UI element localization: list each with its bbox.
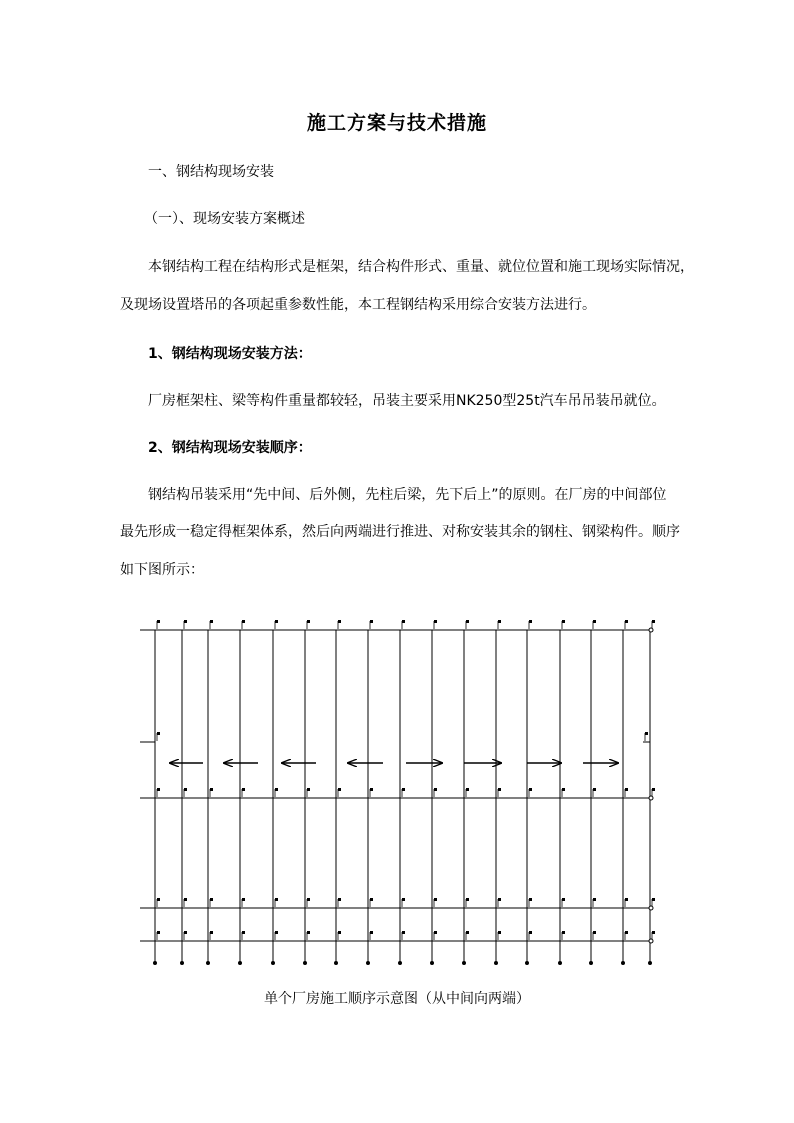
small-flag-icon bbox=[529, 931, 532, 934]
circle-node-icon bbox=[271, 961, 275, 965]
small-flag-icon bbox=[466, 898, 469, 901]
small-flag-icon bbox=[184, 931, 187, 934]
small-flag-icon bbox=[652, 620, 655, 623]
paragraph-line: 钢结构吊装采用“先中间、后外侧，先柱后梁，先下后上”的原则。在厂房的中间部位 bbox=[148, 487, 667, 503]
paragraph-line: 本钢结构工程在结构形式是框架，结合构件形式、重量、就位位置和施工现场实际情况， bbox=[148, 259, 694, 275]
small-flag-icon bbox=[625, 620, 628, 623]
paragraph-line: 厂房框架柱、梁等构件重量都较轻，吊装主要采用NK250型25t汽车吊吊装吊就位。 bbox=[148, 393, 666, 409]
subsection-heading: （一）、现场安装方案概述 bbox=[144, 211, 305, 227]
circle-node-icon bbox=[334, 961, 338, 965]
small-flag-icon bbox=[593, 620, 596, 623]
small-flag-icon bbox=[210, 620, 213, 623]
circle-node-icon bbox=[494, 961, 498, 965]
small-flag-icon bbox=[434, 788, 437, 791]
small-flag-icon bbox=[562, 620, 565, 623]
small-flag-icon bbox=[562, 788, 565, 791]
small-flag-icon bbox=[652, 931, 655, 934]
small-flag-icon bbox=[307, 620, 310, 623]
small-flag-icon bbox=[338, 898, 341, 901]
small-flag-icon bbox=[402, 898, 405, 901]
small-flag-icon bbox=[593, 931, 596, 934]
small-flag-icon bbox=[242, 620, 245, 623]
small-flag-icon bbox=[242, 898, 245, 901]
small-flag-icon bbox=[157, 620, 160, 623]
circle-node-icon bbox=[648, 961, 652, 965]
diagram-caption: 单个厂房施工顺序示意图（从中间向两端） bbox=[264, 991, 530, 1007]
circle-node-icon bbox=[180, 961, 184, 965]
small-flag-icon bbox=[498, 788, 501, 791]
small-flag-icon bbox=[625, 788, 628, 791]
small-flag-icon bbox=[275, 898, 278, 901]
small-flag-icon bbox=[562, 898, 565, 901]
small-flag-icon bbox=[157, 898, 160, 901]
circle-node-icon bbox=[621, 961, 625, 965]
circle-node-icon bbox=[462, 961, 466, 965]
small-flag-icon bbox=[529, 898, 532, 901]
small-flag-icon bbox=[157, 732, 160, 735]
small-flag-icon bbox=[529, 788, 532, 791]
small-flag-icon bbox=[242, 931, 245, 934]
small-flag-icon bbox=[466, 931, 469, 934]
small-flag-icon bbox=[402, 788, 405, 791]
small-flag-icon bbox=[402, 931, 405, 934]
construction-sequence-diagram bbox=[130, 608, 670, 973]
small-flag-icon bbox=[275, 620, 278, 623]
small-flag-icon bbox=[466, 620, 469, 623]
small-flag-icon bbox=[184, 620, 187, 623]
small-flag-icon bbox=[157, 931, 160, 934]
circle-node-icon bbox=[206, 961, 210, 965]
small-flag-icon bbox=[402, 620, 405, 623]
circle-node-icon bbox=[589, 961, 593, 965]
small-flag-icon bbox=[652, 788, 655, 791]
small-flag-icon bbox=[307, 898, 310, 901]
small-flag-icon bbox=[275, 788, 278, 791]
small-flag-icon bbox=[338, 931, 341, 934]
circle-node-icon bbox=[366, 961, 370, 965]
page-title: 施工方案与技术措施 bbox=[306, 112, 487, 134]
small-flag-icon bbox=[210, 898, 213, 901]
small-flag-icon bbox=[645, 732, 648, 735]
circle-node-icon bbox=[238, 961, 242, 965]
small-flag-icon bbox=[370, 931, 373, 934]
circle-node-icon bbox=[649, 796, 653, 800]
small-flag-icon bbox=[466, 788, 469, 791]
small-flag-icon bbox=[529, 620, 532, 623]
small-flag-icon bbox=[307, 788, 310, 791]
paragraph-line: 及现场设置塔吊的各项起重参数性能，本工程钢结构采用综合安装方法进行。 bbox=[120, 297, 596, 313]
small-flag-icon bbox=[242, 788, 245, 791]
small-flag-icon bbox=[184, 788, 187, 791]
small-flag-icon bbox=[434, 931, 437, 934]
small-flag-icon bbox=[184, 898, 187, 901]
circle-node-icon bbox=[525, 961, 529, 965]
item-heading: 1、钢结构现场安装方法： bbox=[148, 346, 312, 362]
small-flag-icon bbox=[157, 788, 160, 791]
small-flag-icon bbox=[625, 931, 628, 934]
circle-node-icon bbox=[649, 939, 653, 943]
small-flag-icon bbox=[370, 898, 373, 901]
small-flag-icon bbox=[498, 620, 501, 623]
small-flag-icon bbox=[275, 931, 278, 934]
small-flag-icon bbox=[434, 898, 437, 901]
small-flag-icon bbox=[338, 620, 341, 623]
circle-node-icon bbox=[649, 628, 653, 632]
small-flag-icon bbox=[593, 788, 596, 791]
small-flag-icon bbox=[652, 898, 655, 901]
circle-node-icon bbox=[649, 906, 653, 910]
circle-node-icon bbox=[558, 961, 562, 965]
paragraph-line: 如下图所示： bbox=[120, 562, 204, 578]
small-flag-icon bbox=[434, 620, 437, 623]
circle-node-icon bbox=[430, 961, 434, 965]
small-flag-icon bbox=[210, 931, 213, 934]
small-flag-icon bbox=[625, 898, 628, 901]
small-flag-icon bbox=[338, 788, 341, 791]
item-heading: 2、钢结构现场安装顺序： bbox=[148, 440, 312, 456]
small-flag-icon bbox=[498, 931, 501, 934]
circle-node-icon bbox=[398, 961, 402, 965]
small-flag-icon bbox=[593, 898, 596, 901]
small-flag-icon bbox=[562, 931, 565, 934]
small-flag-icon bbox=[370, 620, 373, 623]
paragraph-line: 最先形成一稳定得框架体系，然后向两端进行推进、对称安装其余的钢柱、钢梁构件。顺序 bbox=[120, 524, 680, 540]
small-flag-icon bbox=[370, 788, 373, 791]
circle-node-icon bbox=[303, 961, 307, 965]
small-flag-icon bbox=[307, 931, 310, 934]
small-flag-icon bbox=[210, 788, 213, 791]
circle-node-icon bbox=[153, 961, 157, 965]
small-flag-icon bbox=[498, 898, 501, 901]
section-heading: 一、钢结构现场安装 bbox=[148, 164, 274, 180]
